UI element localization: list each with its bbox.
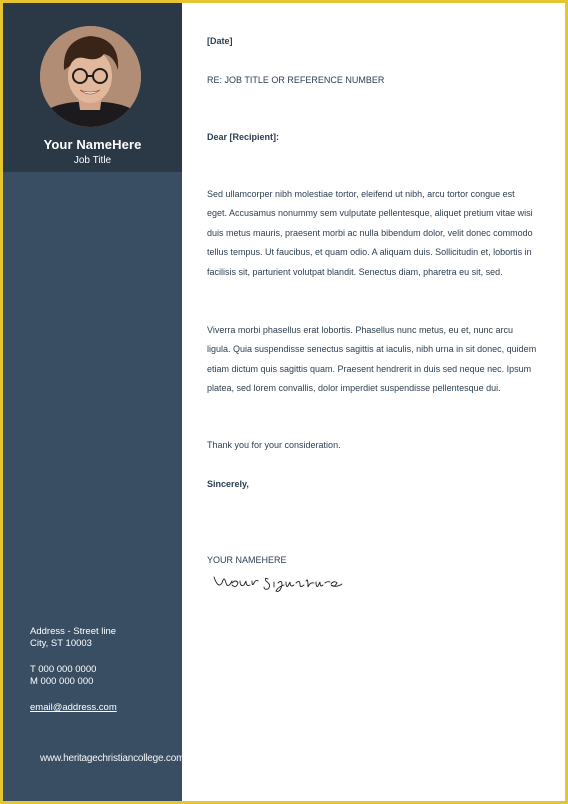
watermark: www.heritagechristiancollege.com [40,753,185,764]
mobile-number: M 000 000 000 [30,676,94,687]
address-line-2: City, ST 10003 [30,638,92,649]
phone-number: T 000 000 0000 [30,664,97,675]
sidebar [3,3,185,801]
salutation: Dear [Recipient]: [207,132,280,142]
email-link[interactable]: email@address.com [30,702,117,713]
applicant-job-title: Job Title [73,155,112,166]
closing: Sincerely, [207,479,249,489]
sidebar-header [3,3,182,172]
applicant-name: Your NameHere [43,137,142,152]
avatar [40,26,141,127]
body-paragraph-1: Sed ullamcorper nibh molestiae tortor, eleifend ut nibh, arcu tortor congue est eget. Accusamus nonummy sem vulputate pellentesque, aliquet pretium vitae wisi duis metus mauris, praesent morbi ac nulla bibendum dolor, velit donec commodo tellus tempus. Ut faucibus, et quam odio. A aliquam duis. Sollicitudin et, lobortis in facilisis sit, parturient volutpat blandit. Senectus diam, pharetra eu sit, sed. [207,189,533,277]
profile-photo [40,26,141,127]
signer-name: YOUR NAMEHERE [207,555,287,565]
thanks-line: Thank you for your consideration. [207,440,341,450]
reference-line: RE: JOB TITLE OR REFERENCE NUMBER [207,75,385,85]
handwritten-signature [210,569,360,599]
contact-phones [30,664,96,688]
contact-address [30,626,116,650]
address-line-1: Address - Street line [30,626,117,637]
letter-date: [Date] [207,36,233,46]
body-paragraph-2: Viverra morbi phasellus erat lobortis. Phasellus nunc metus, eu et, nunc arcu ligula. Quia suspendisse senectus sagittis at iaculis, nibh urna in sit donec, quidem etiam dictum quis sagittis quam. Praesent hendrerit in duis sed neque nec. Ipsum platea, sed lorem convallis, dolor imperdiet suspendisse pellentesque dui. [207,325,537,394]
